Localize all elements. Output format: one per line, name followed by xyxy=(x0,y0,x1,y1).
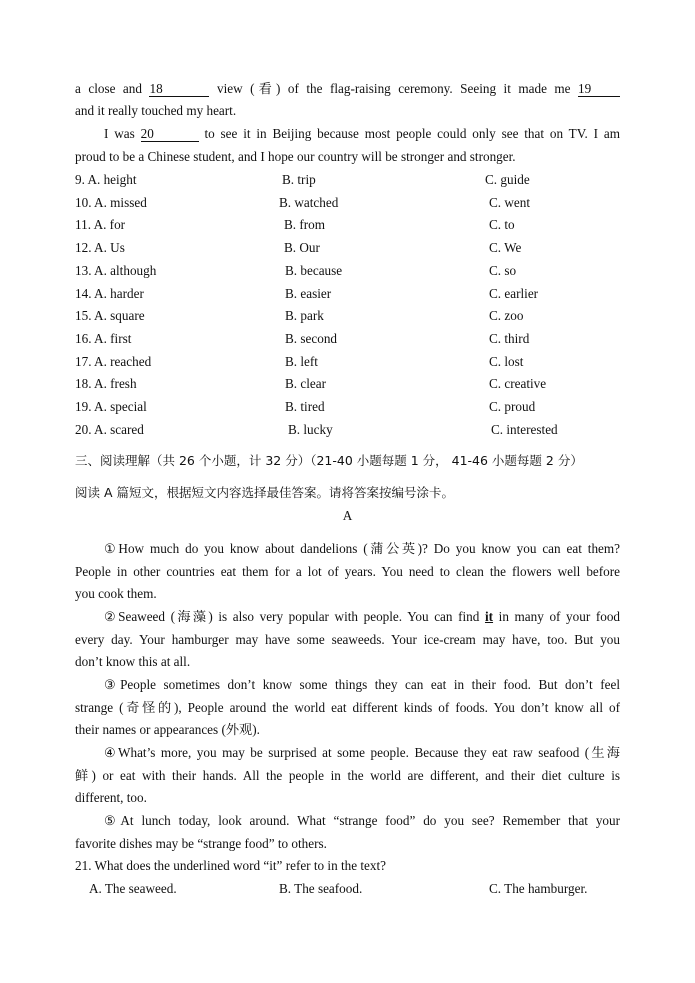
question-21-option-c: C. The hamburger. xyxy=(489,881,588,896)
option-c: C. lost xyxy=(489,354,524,369)
option-b: B. from xyxy=(284,217,326,232)
para-1-line-1: ①How much do you know about dandelions (蒲公英)? Do you know you can eat them? xyxy=(104,541,620,556)
option-b: B. left xyxy=(285,354,318,369)
option-c: C. so xyxy=(489,263,517,278)
option-a: 16. A. first xyxy=(75,331,132,346)
blank-18: 18 xyxy=(149,82,209,97)
passage-line-1 xyxy=(75,80,620,98)
option-b: B. second xyxy=(285,331,338,346)
option-b: B. trip xyxy=(282,172,316,187)
option-c: C. to xyxy=(489,217,515,232)
passage-label: A xyxy=(342,508,353,523)
option-a: 9. A. height xyxy=(75,172,137,187)
section-instruction: 阅读 A 篇短文，根据短文内容选择最佳答案。请将答案按编号涂卡。 xyxy=(75,485,454,500)
underlined-word-it: it xyxy=(484,609,494,624)
option-b: B. Our xyxy=(284,240,320,255)
question-21-option-b: B. The seafood. xyxy=(279,881,363,896)
para-5-line-2: favorite dishes may be “strange food” to others. xyxy=(75,836,327,851)
question-21-stem: 21. What does the underlined word “it” refer to in the text? xyxy=(75,858,387,873)
option-b: B. tired xyxy=(285,399,325,414)
text: a close and xyxy=(75,81,142,96)
para-5-line-1: ⑤At lunch today, look around. What “strange food” do you see? Remember that your xyxy=(104,813,620,828)
para-2-line-3: don’t know this at all. xyxy=(75,654,191,669)
option-a: 11. A. for xyxy=(75,217,126,232)
para-2-line-2: every day. Your hamburger may have some seaweeds. Your ice-cream may have, too. But you xyxy=(75,632,620,647)
option-b: B. because xyxy=(285,263,343,278)
para-1-line-3: you cook them. xyxy=(75,586,157,601)
section-heading: 三、阅读理解（共 26 个小题，计 32 分）（21-40 小题每题 1 分， 41-46 小题每题 2 分） xyxy=(75,453,583,468)
option-b: B. park xyxy=(285,308,324,323)
passage-line-3 xyxy=(104,125,620,143)
para-2-line-1 xyxy=(104,608,620,626)
option-a: 12. A. Us xyxy=(75,240,125,255)
option-a: 15. A. square xyxy=(75,308,145,323)
option-b: B. clear xyxy=(285,376,327,391)
blank-19: 19 xyxy=(578,82,620,97)
para-4-line-1: ④What’s more, you may be surprised at some people. Because they eat raw seafood (生海 xyxy=(104,745,620,760)
option-a: 19. A. special xyxy=(75,399,147,414)
option-c: C. went xyxy=(489,195,531,210)
para-1-line-2: People in other countries eat them for a lot of years. You need to clean the flowers well before xyxy=(75,564,620,579)
para-4-line-2: 鲜) or eat with their hands. All the people in the world are different, and their diet culture is xyxy=(75,768,620,783)
para-3-line-1: ③People sometimes don’t know some things they can eat in their food. But don’t feel xyxy=(104,677,620,692)
text: to see it in Beijing because most people could only see that on TV. I am xyxy=(204,126,621,141)
text: I was xyxy=(104,126,135,141)
text: view (看) of the flag-raising ceremony. Seeing it made me xyxy=(216,81,571,96)
option-a: 14. A. harder xyxy=(75,286,144,301)
option-c: C. third xyxy=(489,331,530,346)
option-c: C. earlier xyxy=(489,286,539,301)
blank-20: 20 xyxy=(141,127,199,142)
option-a: 20. A. scared xyxy=(75,422,144,437)
passage-line-4: proud to be a Chinese student, and I hope our country will be stronger and stronger. xyxy=(75,149,516,164)
option-c: C. proud xyxy=(489,399,536,414)
option-c: C. interested xyxy=(491,422,558,437)
option-a: 18. A. fresh xyxy=(75,376,137,391)
option-b: B. lucky xyxy=(288,422,333,437)
text: ②Seaweed (海藻) is also very popular with people. You can find xyxy=(104,609,480,624)
passage-line-2: and it really touched my heart. xyxy=(75,103,237,118)
option-a: 17. A. reached xyxy=(75,354,152,369)
option-b: B. easier xyxy=(285,286,332,301)
para-3-line-3: their names or appearances (外观). xyxy=(75,722,260,737)
question-21-option-a: A. The seaweed. xyxy=(89,881,177,896)
option-a: 13. A. although xyxy=(75,263,157,278)
para-4-line-3: different, too. xyxy=(75,790,147,805)
text: in many of your food xyxy=(498,609,621,624)
option-b: B. watched xyxy=(279,195,339,210)
para-3-line-2: strange (奇怪的), People around the world eat different kinds of foods. You don’t know all of xyxy=(75,700,620,715)
option-c: C. guide xyxy=(485,172,530,187)
option-c: C. We xyxy=(489,240,522,255)
option-c: C. creative xyxy=(489,376,547,391)
option-a: 10. A. missed xyxy=(75,195,147,210)
option-c: C. zoo xyxy=(489,308,524,323)
